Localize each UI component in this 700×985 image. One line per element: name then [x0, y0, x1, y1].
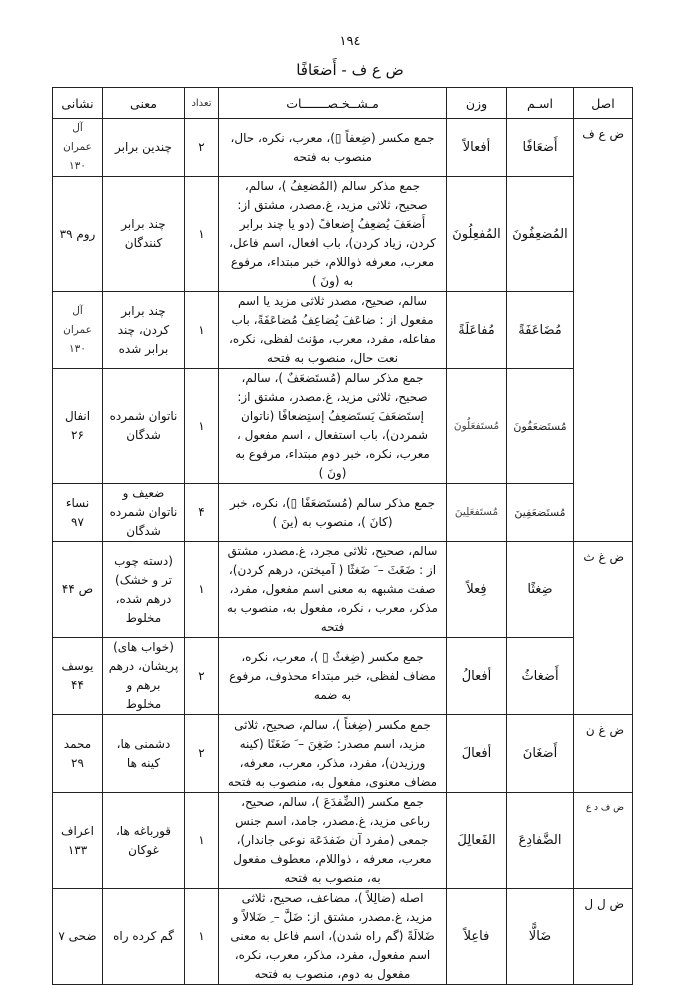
meaning-cell: ناتوان شمرده شدگان	[103, 369, 185, 484]
address-cell: آل عمران ١٣٠	[53, 119, 103, 177]
word-cell: أَضغاثُ	[507, 638, 574, 715]
wazn-cell: فِعلاً	[447, 542, 507, 638]
table-row	[53, 369, 633, 484]
description-cell: جمع مکسر (ضِعفاً ▯)، معرب، نکره، حال، منصوب به فتحه	[219, 119, 447, 177]
word-analysis-table	[52, 87, 633, 985]
wazn-cell: فاعِلاً	[447, 889, 507, 985]
header-root: اصل	[574, 88, 633, 119]
meaning-cell: ضعیف و ناتوان شمرده شدگان	[103, 484, 185, 542]
address-cell: نساء ٩٧	[53, 484, 103, 542]
address-cell: اعراف ١٣٣	[53, 793, 103, 889]
wazn-cell: أفعالاً	[447, 119, 507, 177]
count-cell: ١	[185, 542, 219, 638]
wazn-cell: الفَعالِلَ	[447, 793, 507, 889]
meaning-cell: چند برابر کردن، چند برابر شده	[103, 292, 185, 369]
meaning-cell: گم کرده راه	[103, 889, 185, 985]
count-cell: ١	[185, 793, 219, 889]
root-cell: ض ل ل	[574, 889, 633, 985]
meaning-cell: (دسته چوب تر و خشک) درهم شده، مخلوط	[103, 542, 185, 638]
word-cell: الضَّفادِعَ	[507, 793, 574, 889]
table-row	[53, 889, 633, 985]
header-wazn: وزن	[447, 88, 507, 119]
description-cell: جمع مذکر سالم (مُستَضعَفٌ )، سالم، صحیح، ثلاثی مزید، غ.مصدر، مشتق از: إستَضعَفَ يَستَضعِفُ إستِضعافًا (ناتوان شمردن)، باب استفعال ، اسم مفعول ، معرب، نکره، خبر دوم مبتداء، مرفوع به (ونَ )	[219, 369, 447, 484]
description-cell: جمع مکسر (ضِغناً )، سالم، صحیح، ثلاثی مزید، اسم مصدر: ضَغِنَ – َ ضَغَنًا (کینه ورزیدن)، مفرد، مذکر، معرب، معرفه، مضاف معنوی، مفعول به، منصوب به فتحه	[219, 715, 447, 793]
header-row	[53, 88, 633, 119]
address-cell: آل عمران ١٣٠	[53, 292, 103, 369]
table-row	[53, 542, 633, 638]
address-cell: یوسف ۴۴	[53, 638, 103, 715]
description-cell: جمع مکسر (الضِّفدَعَ )، سالم، صحیح، رباعی مزید، غ.مصدر، جامد، اسم جنس جمعی (مفرد آن ضَفدَعَة نوعی جاندار)، معرب، معرفه ، ذواللام، معطوف مفعول به، منصوب به فتحه	[219, 793, 447, 889]
count-cell: ٢	[185, 638, 219, 715]
description-cell: اصله (ضالِلاً )، مضاعف، صحیح، ثلاثی مزید، غ.مصدر، مشتق از: ضَلَّ – ِ ضَلالاً و ضَلالَةً (گم راه شدن)، اسم فاعل به معنی اسم مفعول، مفرد، مذکر، معرب، نکره، مفعول به دوم، منصوب به فتحه	[219, 889, 447, 985]
wazn-cell: أفعالُ	[447, 638, 507, 715]
description-cell: جمع مکسر (ضِغثٌ ▯ )، معرب، نکره، مضاف لفظی، خبر مبتداء محذوف، مرفوع به ضمه	[219, 638, 447, 715]
root-cell: ض ف د ع	[574, 793, 633, 889]
header-description: مـشــخـصـــــــات	[219, 88, 447, 119]
meaning-cell: دشمنی ها، کینه ها	[103, 715, 185, 793]
root-cell: ض ع ف	[574, 119, 633, 542]
wazn-cell: مُستَفعَلُونَ	[447, 369, 507, 484]
count-cell: ١	[185, 889, 219, 985]
count-cell: ٢	[185, 119, 219, 177]
meaning-cell: چند برابر کنندگان	[103, 177, 185, 292]
address-cell: ص ۴۴	[53, 542, 103, 638]
header-count: تعداد	[185, 88, 219, 119]
header-address: نشانی	[53, 88, 103, 119]
table-row	[53, 793, 633, 889]
page-title: ض ع ف - أَضعَافًا	[296, 61, 404, 79]
table-row	[53, 119, 633, 177]
address-cell: محمد ٢٩	[53, 715, 103, 793]
meaning-cell: قورباغه ها، غوکان	[103, 793, 185, 889]
word-cell: مُضَاعَفَةً	[507, 292, 574, 369]
count-cell: ١	[185, 369, 219, 484]
count-cell: ١	[185, 177, 219, 292]
count-cell: ١	[185, 292, 219, 369]
count-cell: ۴	[185, 484, 219, 542]
header-name: اسـم	[507, 88, 574, 119]
meaning-cell: چندین برابر	[103, 119, 185, 177]
table-row	[53, 715, 633, 793]
word-cell: ضِغثًا	[507, 542, 574, 638]
table-row	[53, 177, 633, 292]
description-cell: جمع مذکر سالم (المُضعِفُ )، سالم، صحیح، ثلاثی مزید، غ.مصدر، مشتق از: أَضعَفَ يُضعِفُ إِضعافً (دو یا چند برابر کردن، زیاد کردن)، باب افعال، اسم فاعل، معرب، معرفه ذواللام، خبر مبتداء، مرفوع به (ونَ )	[219, 177, 447, 292]
table-row	[53, 484, 633, 542]
wazn-cell: أفعالَ	[447, 715, 507, 793]
page-number: ١٩٤	[339, 34, 361, 49]
meaning-cell: (خواب های) پریشان، درهم برهم و مخلوط	[103, 638, 185, 715]
root-cell: ض غ ث	[574, 542, 633, 715]
address-cell: روم ٣٩	[53, 177, 103, 292]
table-row	[53, 292, 633, 369]
wazn-cell: المُفعِلُونَ	[447, 177, 507, 292]
address-cell: انفال ٢۶	[53, 369, 103, 484]
word-cell: مُستَضعَفُونَ	[507, 369, 574, 484]
root-cell: ض غ ن	[574, 715, 633, 793]
word-cell: المُضعِفُونَ	[507, 177, 574, 292]
word-cell: مُستَضعَفِينَ	[507, 484, 574, 542]
wazn-cell: مُستَفعَلِينَ	[447, 484, 507, 542]
count-cell: ٢	[185, 715, 219, 793]
description-cell: سالم، صحیح، مصدر ثلاثی مزید یا اسم مفعول از : ضاعَفَ يُضاعِفُ مُضاعَفَةً، باب مفاعله، مفرد، معرب، مؤنث لفظی، نکره، نعت حال، منصوب به فتحه	[219, 292, 447, 369]
word-cell: أَضغَانَ	[507, 715, 574, 793]
description-cell: سالم، صحیح، ثلاثی مجرد، غ.مصدر، مشتق از : ضَغَثَ – َ ضَغثًا ( آمیختن، درهم کردن)، صفت مشبهه به معنی اسم مفعول، مفرد، مذکر، معرب ، نکره، مفعول به، منصوب به فتحه	[219, 542, 447, 638]
table-row	[53, 638, 633, 715]
header-meaning: معنی	[103, 88, 185, 119]
word-cell: ضَالًّا	[507, 889, 574, 985]
wazn-cell: مُفاعَلَةً	[447, 292, 507, 369]
description-cell: جمع مذکر سالم (مُستَضعَفًا ▯)، نکره، خبر (كانَ )، منصوب به (ينَ )	[219, 484, 447, 542]
word-cell: أَضعَافًا	[507, 119, 574, 177]
address-cell: ضحی ٧	[53, 889, 103, 985]
